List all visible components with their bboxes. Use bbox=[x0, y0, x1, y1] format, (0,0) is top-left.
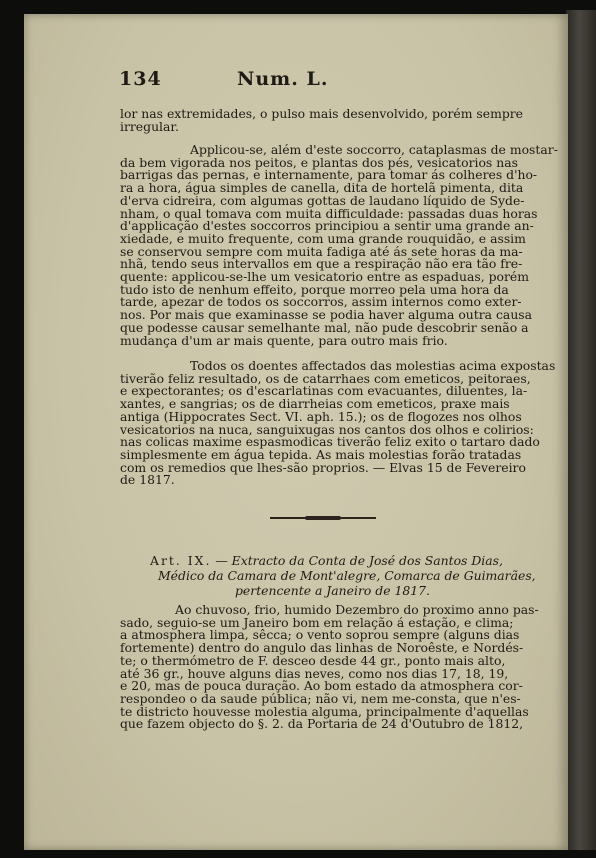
text-line: fortemente) dentro do angulo das linhas de Noroêste, e Nordés- bbox=[120, 640, 524, 656]
text-line: tudo isto de nenhum effeito, porque morreo pela uma hora da bbox=[120, 281, 509, 297]
paragraph-2 bbox=[120, 142, 558, 348]
text-line: tiverão feliz resultado, os de catarrhaes com emeticos, peitoraes, bbox=[120, 370, 531, 386]
page-number: 134 bbox=[119, 68, 162, 90]
text-line: vesicatorios na nuca, sanguixugas nos cantos dos olhos e colirios: bbox=[120, 421, 534, 437]
paragraph-1 bbox=[120, 108, 530, 133]
text-line: quente: applicou-se-lhe um vesicatorio entre as espaduas, porém bbox=[120, 269, 529, 285]
article-title-line: pertencente a Janeiro de 1817. bbox=[235, 583, 430, 598]
text-line: respondeo o da saude pública; não vi, nem me-consta, que n'es- bbox=[120, 690, 521, 706]
text-line: xiedade, e muito frequente, com uma grande rouquidão, e assim bbox=[120, 230, 526, 246]
book-spine-shadow bbox=[566, 10, 596, 850]
text-line: que podesse causar semelhante mal, não pude descobrir senão a bbox=[120, 319, 529, 335]
page-header bbox=[119, 68, 419, 98]
text-line: da bem vigorada nos peitos, e plantas dos pés, vesicatorios nas bbox=[120, 154, 518, 170]
text-line: Applicou-se, além d'este soccorro, cataplasmas de mostar- bbox=[190, 142, 558, 157]
text-line: Ao chuvoso, frio, humido Dezembro do proximo anno pas- bbox=[175, 602, 539, 617]
text-line: e expectorantes; os d'escarlatinas com evacuantes, diluentes, la- bbox=[120, 383, 528, 399]
text-line: xantes, e sangrias; os de diarrheias com emeticos, praxe mais bbox=[120, 396, 510, 412]
text-line: irregular. bbox=[120, 118, 179, 134]
text-line: d'erva cidreira, com algumas gottas de laudano líquido de Syde- bbox=[120, 192, 525, 208]
text-line: antiga (Hippocrates Sect. VI. aph. 15.); os de flogozes nos olhos bbox=[120, 408, 522, 424]
running-head: Num. L. bbox=[237, 68, 329, 90]
text-line: ra a hora, água simples de canella, dita de hortelã pimenta, dita bbox=[120, 180, 524, 196]
article-title-line bbox=[150, 553, 540, 568]
article-title-text: — Extracto da Conta de José dos Santos Dias, bbox=[215, 553, 503, 568]
text-line: a atmosphera limpa, sêcca; o vento soprou sempre (alguns dias bbox=[120, 627, 520, 643]
text-line: e 20, mas de pouca duração. Ao bom estado da atmosphera cor- bbox=[120, 678, 523, 694]
article-title-line: Médico da Camara de Mont'alegre, Comarca de Guimarães, bbox=[158, 568, 536, 583]
text-line: tarde, apezar de todos os soccorros, assim internos como exter- bbox=[120, 294, 522, 310]
text-line: nhã, tendo seus intervallos em que a respiração não era tão fre- bbox=[120, 256, 523, 272]
text-line: te; o thermómetro de F. desceo desde 44 gr., ponto mais alto, bbox=[120, 652, 506, 668]
text-line: que fazem objecto do §. 2. da Portaria de 24 d'Outubro de 1812, bbox=[120, 716, 524, 732]
paragraph-3 bbox=[120, 358, 556, 488]
text-line: barrigas das pernas, e internamente, para tomar ás colheres d'ho- bbox=[120, 167, 538, 183]
text-line: de 1817. bbox=[120, 472, 175, 488]
text-line: nas colicas maxime espasmodicas tiverão feliz exito o tartaro dado bbox=[120, 434, 540, 450]
article-label: Art. IX. bbox=[150, 553, 212, 568]
text-line: lor nas extremidades, o pulso mais desenvolvido, porém sempre bbox=[120, 106, 524, 121]
text-line: até 36 gr., houve alguns dias neves, como nos dias 17, 18, 19, bbox=[120, 665, 509, 681]
text-line: mudança d'um ar mais quente, para outro mais frio. bbox=[120, 332, 448, 348]
text-line: nham, o qual tomava com muita difficuldade: passadas duas horas bbox=[120, 205, 538, 221]
text-line: sado, seguio-se um Janeiro bom em relação á estação, e clima; bbox=[120, 614, 514, 630]
text-line: nos. Por mais que examinasse se podia haver alguma outra causa bbox=[120, 307, 533, 323]
text-line: simplesmente em água tepida. As mais molestias forão tratadas bbox=[120, 446, 522, 462]
article-heading bbox=[150, 553, 540, 598]
text-line: te districto houvesse molestia alguma, principalmente d'aquellas bbox=[120, 703, 529, 719]
text-line: com os remedios que lhes-são proprios. — Elvas 15 de Fevereiro bbox=[120, 459, 526, 475]
section-divider bbox=[270, 517, 376, 519]
paragraph-4 bbox=[120, 602, 539, 732]
text-line: d'applicação d'estes soccorros principiou a sentir uma grande an- bbox=[120, 218, 534, 234]
text-line: Todos os doentes affectados das molestias acima expostas bbox=[190, 358, 556, 373]
text-line: se conservou sempre com muita fadiga até ás sete horas da ma- bbox=[120, 243, 523, 259]
